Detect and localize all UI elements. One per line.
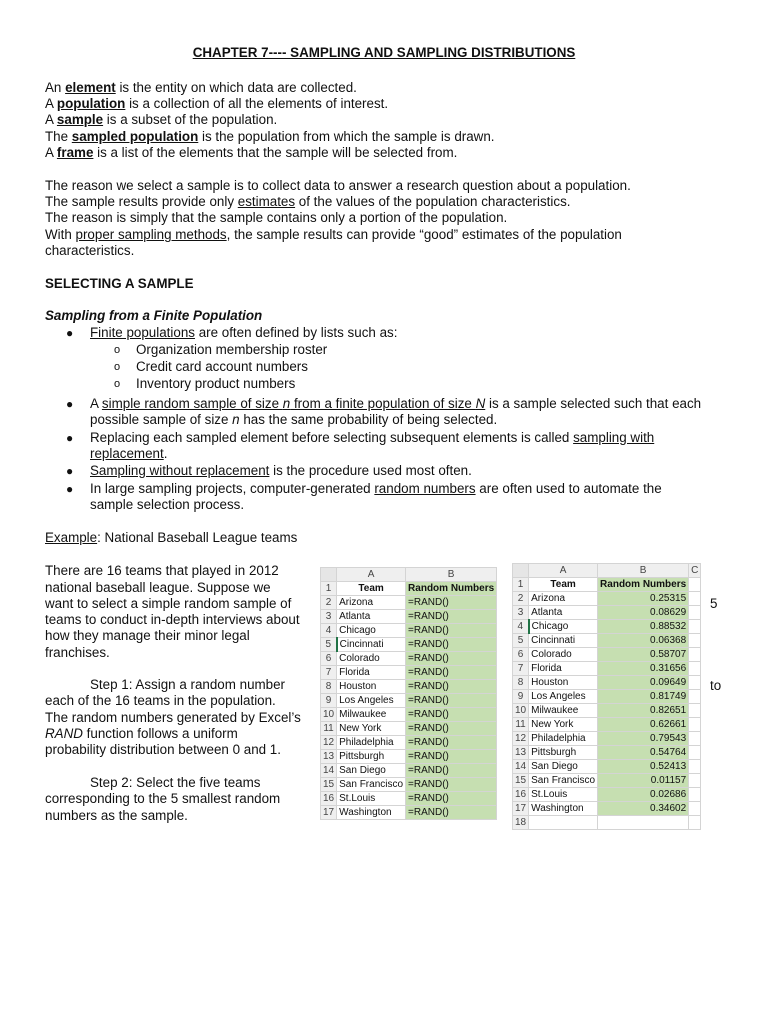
- table-row: [513, 774, 701, 788]
- step1-line: probability distribution between 0 and 1.: [45, 742, 281, 757]
- table-row: [321, 708, 497, 722]
- column-header[interactable]: A: [337, 568, 406, 582]
- header-cell[interactable]: Team: [337, 582, 406, 596]
- table-row: [321, 750, 497, 764]
- team-cell[interactable]: San Diego: [337, 764, 406, 778]
- column-header[interactable]: B: [406, 568, 497, 582]
- table-row: [513, 746, 701, 760]
- paragraph-line: national baseball league. Suppose we: [45, 580, 271, 595]
- term-frame: frame: [56, 145, 94, 160]
- formula-cell[interactable]: =RAND(): [406, 596, 497, 610]
- team-cell[interactable]: Colorado: [529, 648, 598, 662]
- random-number-cell[interactable]: 0.62661: [598, 718, 689, 732]
- formula-cell[interactable]: =RAND(): [406, 736, 497, 750]
- empty-cell[interactable]: [689, 802, 701, 816]
- table-row: [513, 606, 701, 620]
- team-cell[interactable]: St.Louis: [529, 788, 598, 802]
- formula-cell[interactable]: =RAND(): [406, 778, 497, 792]
- row-number[interactable]: 14: [513, 760, 529, 774]
- team-cell[interactable]: Washington: [337, 806, 406, 820]
- paragraph-line: teams to conduct in-depth interviews about: [45, 612, 300, 627]
- row-number[interactable]: 13: [321, 750, 337, 764]
- random-number-cell[interactable]: 0.25315: [598, 592, 689, 606]
- row-number[interactable]: 6: [513, 648, 529, 662]
- table-row: [513, 620, 701, 634]
- reason-line-1: The reason we select a sample is to collect data to answer a research question about a population.: [45, 178, 631, 193]
- table-row: [513, 592, 701, 606]
- formula-cell[interactable]: =RAND(): [406, 694, 497, 708]
- side-fragment-to: to: [710, 678, 722, 693]
- team-cell[interactable]: Atlanta: [529, 606, 598, 620]
- section-heading: SELECTING A SAMPLE: [45, 276, 194, 291]
- step1-line: RAND function follows a uniform: [45, 726, 238, 741]
- row-number[interactable]: 5: [321, 638, 337, 652]
- bullet-sampling-without-replacement: Sampling without replacement is the procedure used most often.: [90, 463, 472, 478]
- empty-cell[interactable]: [689, 746, 701, 760]
- table-row: [513, 704, 701, 718]
- column-header[interactable]: B: [598, 564, 689, 578]
- row-number[interactable]: 4: [321, 624, 337, 638]
- random-number-cell[interactable]: 0.81749: [598, 690, 689, 704]
- empty-cell[interactable]: [689, 676, 701, 690]
- team-cell[interactable]: New York: [337, 722, 406, 736]
- table-row: [321, 596, 497, 610]
- table-row: [513, 788, 701, 802]
- team-cell[interactable]: Atlanta: [337, 610, 406, 624]
- step1-line: The random numbers generated by Excel’s: [45, 710, 301, 725]
- random-number-cell[interactable]: 0.82651: [598, 704, 689, 718]
- row-number[interactable]: 8: [321, 680, 337, 694]
- table-row: [513, 648, 701, 662]
- row-number[interactable]: 2: [513, 592, 529, 606]
- team-cell[interactable]: Philadelphia: [337, 736, 406, 750]
- sub-bullet-item: Organization membership roster: [136, 342, 328, 357]
- table-row: [321, 764, 497, 778]
- table-row: [321, 680, 497, 694]
- definition-population: A population is a collection of all the elements of interest.: [45, 96, 389, 111]
- table-row: [513, 802, 701, 816]
- bullet-sampling-with-replacement-cont: replacement.: [90, 446, 168, 461]
- random-number-cell[interactable]: 0.54764: [598, 746, 689, 760]
- column-header[interactable]: C: [689, 564, 701, 578]
- sub-bullet-item: Credit card account numbers: [136, 359, 308, 374]
- table-row: [321, 610, 497, 624]
- empty-cell[interactable]: [529, 816, 598, 830]
- corner-cell[interactable]: [513, 564, 529, 578]
- empty-cell[interactable]: [689, 690, 701, 704]
- paragraph-line: how they manage their minor legal: [45, 628, 250, 643]
- team-cell[interactable]: Houston: [337, 680, 406, 694]
- empty-cell[interactable]: [689, 816, 701, 830]
- bullet-simple-random-sample: A simple random sample of size n from a finite population of size N is a sample selected such that each: [90, 396, 702, 411]
- definition-sample: A sample is a subset of the population.: [45, 112, 278, 127]
- step1-line: each of the 16 teams in the population.: [45, 693, 276, 708]
- team-cell[interactable]: Philadelphia: [529, 732, 598, 746]
- row-number[interactable]: 16: [321, 792, 337, 806]
- column-header-row: [321, 568, 497, 582]
- bullet-dot: ●: [66, 464, 74, 478]
- table-row: [513, 816, 701, 830]
- empty-cell[interactable]: [689, 718, 701, 732]
- formula-cell[interactable]: =RAND(): [406, 652, 497, 666]
- team-cell[interactable]: Florida: [529, 662, 598, 676]
- team-cell[interactable]: Houston: [529, 676, 598, 690]
- table-row: [513, 760, 701, 774]
- header-cell[interactable]: Random Numbers: [406, 582, 497, 596]
- bullet-random-numbers-cont: sample selection process.: [90, 497, 245, 512]
- subsection-heading: Sampling from a Finite Population: [45, 308, 263, 323]
- row-number[interactable]: 18: [513, 816, 529, 830]
- empty-cell[interactable]: [689, 704, 701, 718]
- definition-frame: A frame is a list of the elements that the sample will be selected from.: [45, 145, 458, 160]
- team-cell[interactable]: San Francisco: [529, 774, 598, 788]
- row-number[interactable]: 2: [321, 596, 337, 610]
- chapter-title: CHAPTER 7---- SAMPLING AND SAMPLING DISTRIBUTIONS: [192, 45, 576, 60]
- column-header-row: [513, 564, 701, 578]
- formula-cell[interactable]: =RAND(): [406, 806, 497, 820]
- team-cell[interactable]: Colorado: [337, 652, 406, 666]
- table-row: [321, 806, 497, 820]
- column-header[interactable]: A: [529, 564, 598, 578]
- team-cell[interactable]: Los Angeles: [337, 694, 406, 708]
- table-row: [513, 732, 701, 746]
- table-row: [321, 722, 497, 736]
- row-number[interactable]: 17: [321, 806, 337, 820]
- term-element: element: [65, 80, 116, 95]
- table-row: [321, 652, 497, 666]
- team-cell[interactable]: Chicago: [337, 624, 406, 638]
- table-row: [513, 662, 701, 676]
- table-row: [513, 676, 701, 690]
- row-number[interactable]: 10: [513, 704, 529, 718]
- row-number[interactable]: 12: [321, 736, 337, 750]
- empty-cell[interactable]: [689, 732, 701, 746]
- random-number-cell[interactable]: 0.52413: [598, 760, 689, 774]
- empty-cell[interactable]: [689, 606, 701, 620]
- table-row: [321, 666, 497, 680]
- empty-cell[interactable]: [689, 760, 701, 774]
- row-number[interactable]: 5: [513, 634, 529, 648]
- sub-bullet-circle: o: [114, 361, 121, 373]
- row-number[interactable]: 15: [321, 778, 337, 792]
- step1-line: Step 1: Assign a random number: [90, 677, 286, 692]
- team-cell[interactable]: Washington: [529, 802, 598, 816]
- reason-line-5: characteristics.: [45, 243, 135, 258]
- random-number-cell[interactable]: 0.34602: [598, 802, 689, 816]
- team-cell[interactable]: New York: [529, 718, 598, 732]
- empty-cell[interactable]: [689, 788, 701, 802]
- bullet-dot: ●: [66, 482, 74, 496]
- bullet-simple-random-sample-cont: possible sample of size n has the same probability of being selected.: [90, 412, 498, 427]
- table-row: [513, 718, 701, 732]
- row-number[interactable]: 9: [513, 690, 529, 704]
- formula-cell[interactable]: =RAND(): [406, 792, 497, 806]
- team-cell[interactable]: San Francisco: [337, 778, 406, 792]
- table-row: [513, 690, 701, 704]
- corner-cell[interactable]: [321, 568, 337, 582]
- team-cell[interactable]: Arizona: [337, 596, 406, 610]
- sub-bullet-circle: o: [114, 378, 121, 390]
- team-cell[interactable]: Florida: [337, 666, 406, 680]
- spreadsheet-values: [512, 563, 701, 830]
- team-cell[interactable]: San Diego: [529, 760, 598, 774]
- formula-cell[interactable]: =RAND(): [406, 638, 497, 652]
- side-fragment-five: 5: [710, 596, 718, 611]
- formula-cell[interactable]: =RAND(): [406, 624, 497, 638]
- random-number-cell[interactable]: 0.02686: [598, 788, 689, 802]
- row-number[interactable]: 3: [513, 606, 529, 620]
- bullet-sampling-with-replacement: Replacing each sampled element before selecting subsequent elements is called sampling with: [90, 430, 655, 445]
- row-number[interactable]: 7: [321, 666, 337, 680]
- empty-cell[interactable]: [689, 634, 701, 648]
- sub-bullet-item: Inventory product numbers: [136, 376, 296, 391]
- bullet-finite-populations: Finite populations are often defined by lists such as:: [90, 325, 398, 340]
- step2-line: corresponding to the 5 smallest random: [45, 791, 281, 806]
- team-cell[interactable]: Milwaukee: [529, 704, 598, 718]
- term-population: population: [56, 96, 126, 111]
- definition-sampled-population: The sampled population is the population from which the sample is drawn.: [45, 129, 495, 144]
- random-number-cell[interactable]: 0.09649: [598, 676, 689, 690]
- row-number[interactable]: 1: [321, 582, 337, 596]
- random-number-cell[interactable]: 0.01157: [598, 774, 689, 788]
- row-number[interactable]: 8: [513, 676, 529, 690]
- team-cell[interactable]: Chicago: [529, 620, 598, 634]
- bullet-random-numbers: In large sampling projects, computer-generated random numbers are often used to automate the: [90, 481, 662, 496]
- header-cell[interactable]: Random Numbers: [598, 578, 689, 592]
- formula-cell[interactable]: =RAND(): [406, 666, 497, 680]
- definition-element: An element is the entity on which data are collected.: [45, 80, 357, 95]
- row-number[interactable]: 9: [321, 694, 337, 708]
- team-cell[interactable]: St.Louis: [337, 792, 406, 806]
- empty-cell[interactable]: [689, 592, 701, 606]
- team-cell[interactable]: Cincinnati: [529, 634, 598, 648]
- paragraph-line: franchises.: [45, 645, 110, 660]
- team-cell[interactable]: Pittsburgh: [529, 746, 598, 760]
- table-row: [321, 694, 497, 708]
- empty-cell[interactable]: [689, 620, 701, 634]
- row-number[interactable]: 14: [321, 764, 337, 778]
- random-number-cell[interactable]: 0.06368: [598, 634, 689, 648]
- table-row: [321, 624, 497, 638]
- random-number-cell[interactable]: 0.79543: [598, 732, 689, 746]
- table-row: [513, 578, 701, 592]
- row-number[interactable]: 10: [321, 708, 337, 722]
- header-cell[interactable]: Team: [529, 578, 598, 592]
- team-cell[interactable]: Milwaukee: [337, 708, 406, 722]
- empty-cell[interactable]: [689, 648, 701, 662]
- random-number-cell[interactable]: 0.88532: [598, 620, 689, 634]
- row-number[interactable]: 11: [321, 722, 337, 736]
- team-cell[interactable]: Cincinnati: [337, 638, 406, 652]
- row-number[interactable]: 1: [513, 578, 529, 592]
- table-row: [321, 736, 497, 750]
- row-number[interactable]: 15: [513, 774, 529, 788]
- step2-line: Step 2: Select the five teams: [90, 775, 261, 790]
- team-cell[interactable]: Pittsburgh: [337, 750, 406, 764]
- bullet-dot: ●: [66, 397, 74, 411]
- paragraph-line: want to select a simple random sample of: [45, 596, 292, 611]
- bullet-dot: ●: [66, 326, 74, 340]
- row-number[interactable]: 17: [513, 802, 529, 816]
- random-number-cell[interactable]: 0.58707: [598, 648, 689, 662]
- table-row: [321, 792, 497, 806]
- random-number-cell[interactable]: 0.31656: [598, 662, 689, 676]
- term-sampled-population: sampled population: [71, 129, 199, 144]
- row-number[interactable]: 16: [513, 788, 529, 802]
- empty-cell[interactable]: [598, 816, 689, 830]
- step2-line: numbers as the sample.: [45, 808, 188, 823]
- row-number[interactable]: 3: [321, 610, 337, 624]
- spreadsheet-formulas: [320, 567, 497, 820]
- sub-bullet-circle: o: [114, 344, 121, 356]
- formula-cell[interactable]: =RAND(): [406, 680, 497, 694]
- team-cell[interactable]: Los Angeles: [529, 690, 598, 704]
- bullet-dot: ●: [66, 431, 74, 445]
- formula-cell[interactable]: =RAND(): [406, 708, 497, 722]
- reason-line-4: With proper sampling methods, the sample results can provide “good” estimates of the population: [45, 227, 622, 242]
- reason-line-2: The sample results provide only estimates of the values of the population characteristics.: [45, 194, 571, 209]
- paragraph-line: There are 16 teams that played in 2012: [45, 563, 279, 578]
- example-line: Example: National Baseball League teams: [45, 530, 298, 545]
- table-row: [321, 638, 497, 652]
- row-number[interactable]: 4: [513, 620, 529, 634]
- row-number[interactable]: 7: [513, 662, 529, 676]
- formula-cell[interactable]: =RAND(): [406, 722, 497, 736]
- empty-cell[interactable]: [689, 774, 701, 788]
- reason-line-3: The reason is simply that the sample contains only a portion of the population.: [45, 210, 508, 225]
- row-number[interactable]: 13: [513, 746, 529, 760]
- team-cell[interactable]: Arizona: [529, 592, 598, 606]
- table-row: [321, 778, 497, 792]
- term-sample: sample: [56, 112, 104, 127]
- formula-cell[interactable]: =RAND(): [406, 764, 497, 778]
- formula-cell[interactable]: =RAND(): [406, 610, 497, 624]
- empty-cell[interactable]: [689, 578, 701, 592]
- empty-cell[interactable]: [689, 662, 701, 676]
- row-number[interactable]: 6: [321, 652, 337, 666]
- table-row: [513, 634, 701, 648]
- random-number-cell[interactable]: 0.08629: [598, 606, 689, 620]
- table-row: [321, 582, 497, 596]
- row-number[interactable]: 11: [513, 718, 529, 732]
- row-number[interactable]: 12: [513, 732, 529, 746]
- formula-cell[interactable]: =RAND(): [406, 750, 497, 764]
